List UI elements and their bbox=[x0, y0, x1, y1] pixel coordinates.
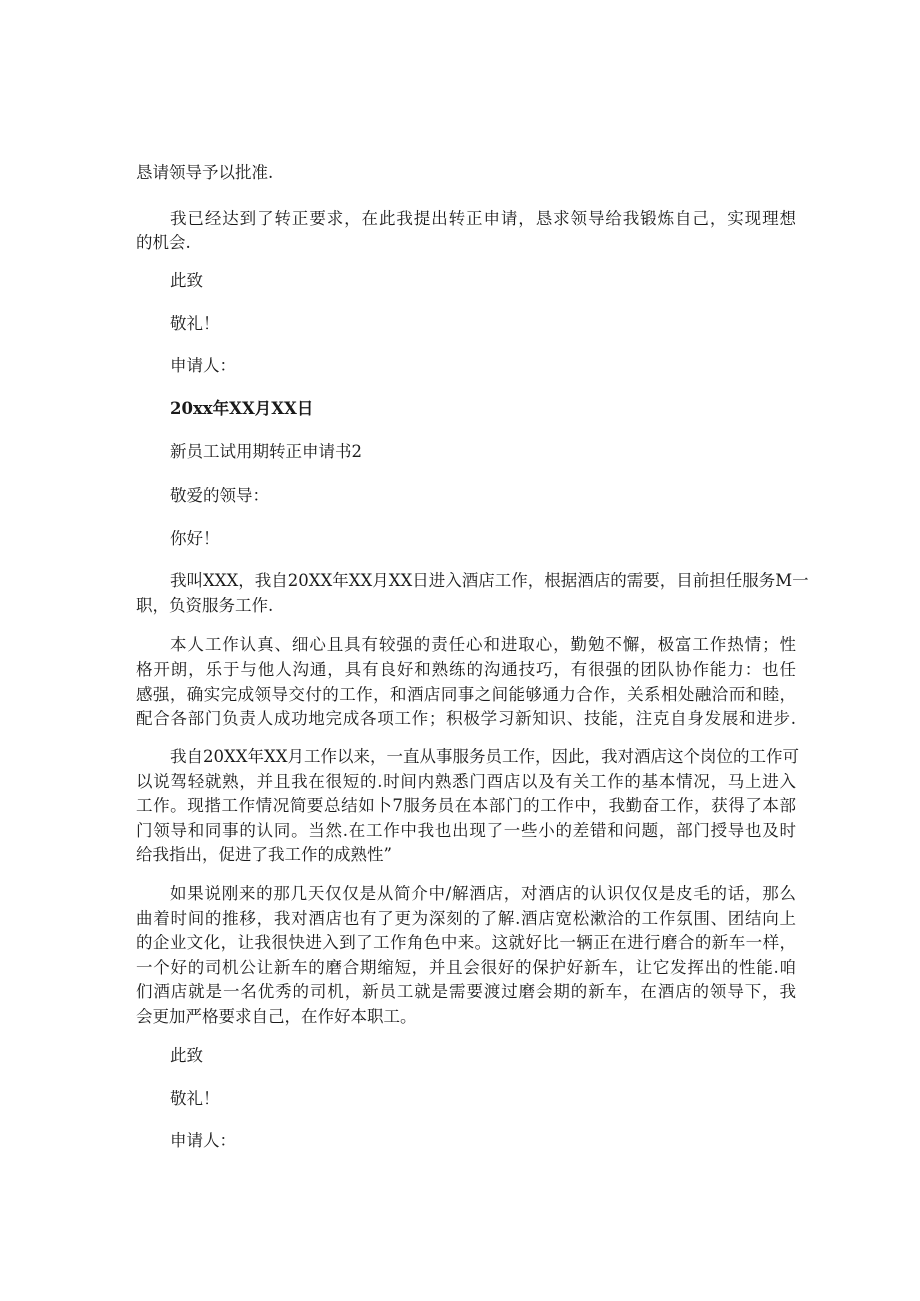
text-line: 们酒店就是一名优秀的司机，新员工就是需要渡过磨会期的新车，在酒店的领导下，我 bbox=[136, 982, 796, 1001]
closing-respect: 敬礼！ bbox=[170, 1089, 220, 1108]
text-line: 的企业文化，让我很快进入到了工作角色中来。这就好比一辆正在进行磨合的新车一样， bbox=[136, 933, 796, 952]
date-line: 20xx年XX月XX日 bbox=[170, 399, 314, 418]
applicant-label: 申请人： bbox=[170, 1131, 236, 1150]
section-title: 新员工试用期转正申请书2 bbox=[170, 442, 362, 461]
closing-salutation: 此致 bbox=[170, 271, 203, 290]
text-line: 我自20XX年XX月工作以来，一直从事服务员工作，因此，我对酒店这个岗位的工作可 bbox=[170, 747, 799, 766]
text-line: 恳请领导予以批准. bbox=[136, 163, 274, 182]
text-line: 配合各部门负责人成功地完成各项工作；积极学习新知识、技能，注克自身发展和进步. bbox=[136, 709, 796, 728]
text-line: 以说驾轻就熟，并且我在很短的.时间内熟悉门酉店以及有关工作的基本情况，马上进入 bbox=[136, 772, 796, 791]
text-line: 门领导和同事的认同。当然.在工作中我也出现了一些小的差错和问题，部门授导也及时 bbox=[136, 821, 796, 840]
text-line: 职，负资服务工作. bbox=[136, 596, 274, 615]
text-line: 我已经达到了转正要求，在此我提出转正申请，恳求领导给我锻炼自己，实现理想 bbox=[170, 209, 796, 228]
closing-respect: 敬礼！ bbox=[170, 314, 220, 333]
closing-salutation: 此致 bbox=[170, 1046, 203, 1065]
text-line: 格开朗，乐于与他人沟通，具有良好和熟练的沟通技巧，有很强的团队协作能力：也任 bbox=[136, 660, 796, 679]
text-line: 给我指出，促进了我工作的成熟性” bbox=[136, 845, 392, 864]
text-line: 工作。现揩工作情况简要总结如卜7服务员在本部门的工作中，我勤奋工作，获得了本部 bbox=[136, 796, 796, 815]
text-line: 我叫XXX，我自20XX年XX月XX日进入酒店工作，根据酒店的需要，目前担任服务M一 bbox=[170, 571, 809, 590]
text-line: 的机会. bbox=[136, 233, 191, 252]
text-line: 曲着时间的推移，我对酒店也有了更为深刻的了解.酒店宽松漱洽的工作氛围、团结向上 bbox=[136, 909, 796, 928]
text-line: 一个好的司机公让新车的磨合期缩短，并且会很好的保护好新车，让它发挥出的性能.咱 bbox=[136, 958, 796, 977]
text-line: 本人工作认真、细心且具有较强的责任心和进取心，勤勉不懈，极富工作热情；性 bbox=[170, 635, 796, 654]
greeting: 敬爱的领导： bbox=[170, 486, 269, 505]
applicant-label: 申请人： bbox=[170, 356, 236, 375]
greeting-hello: 你好！ bbox=[170, 529, 220, 548]
text-line: 会更加严格要求自己，在作好本职工。 bbox=[136, 1007, 417, 1026]
text-line: 如果说刚来的那几天仅仅是从简介中/解酒店，对酒店的认识仅仅是皮毛的话，那么 bbox=[170, 884, 796, 903]
text-line: 感强，确实完成领导交付的工作，和酒店同事之间能够通力合作，关系相处融洽而和睦， bbox=[136, 685, 796, 704]
